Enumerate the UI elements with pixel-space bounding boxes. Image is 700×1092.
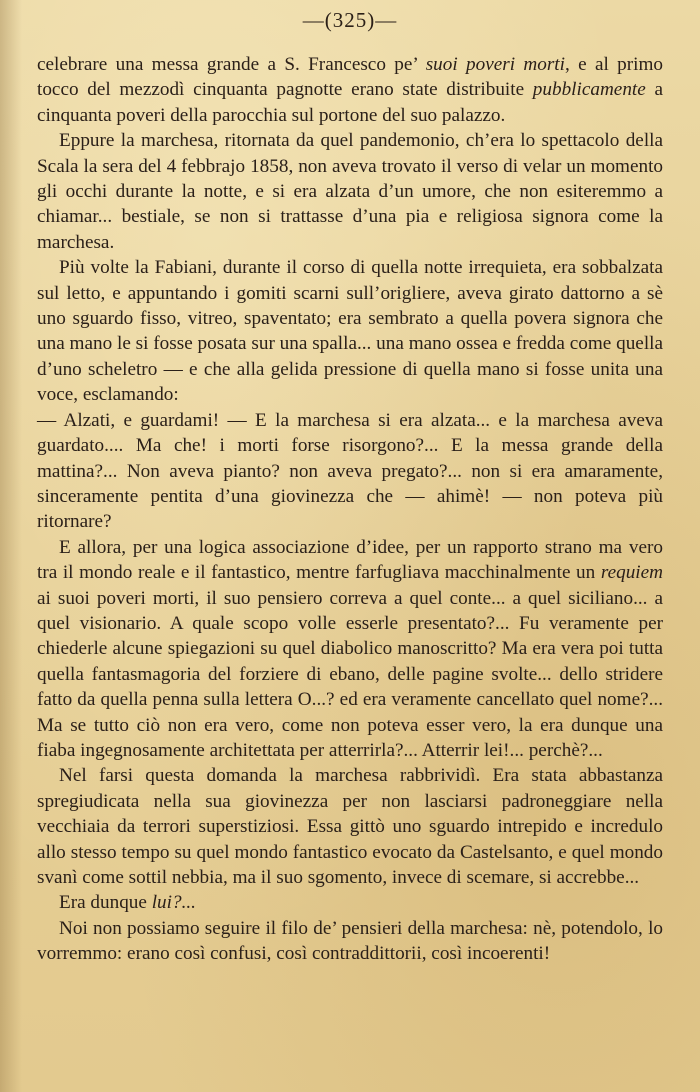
italic-text: requiem xyxy=(600,562,663,584)
text-run: ai suoi poveri morti, il suo pensiero correva a quel conte... a quel siciliano... a quel visionario. A quale scopo volle esserle presentato?... Fu veramente per chiederle alcune spiegazioni su quel diabolico manoscritto? Ma era vera poi tutta quella fantasmagoria del forziere di ebano, delle pagine svolte... dello stridere fatto da quella penna sulla lettera O...? ed era veramente cancellato quel nome?... Ma se tutto ciò non era vero, come non poteva esser vero, la era dunque una fiaba ingegnosamente architettata per atterrirla?... Atterrir lei!... perchè?... xyxy=(37,587,663,761)
paragraph xyxy=(37,535,663,764)
italic-text: lui?... xyxy=(151,892,196,914)
text-run: — Alzati, e guardami! — E la marchesa si era alzata... e la marchesa aveva guardato.... Ma che! i morti forse risorgono?... E la messa grande della mattina?... Non aveva pianto? non aveva pregato?... non si era amaramente, sinceramente pentita d’una giovinezza che — ahimè! — non poteva più ritornare? xyxy=(37,409,663,533)
text-run: Nel farsi questa domanda la marchesa rabbrividì. Era stata abbastanza spregiudicata nella sua giovinezza per non lasciarsi padroneggiare nella vecchiaia da terrori superstiziosi. Essa gittò uno sguardo intrepido e incredulo allo stesso tempo su quel mondo fantastico evocato da Castelsanto, e quel mondo svanì come sottil nebbia, ma il suo sgomento, invece di scemare, si accrebbe... xyxy=(37,765,663,888)
text-run: E allora, per una logica associazione d’idee, per un rapporto strano ma vero tra il mondo reale e il fantastico, mentre farfugliava macchinalmente un xyxy=(37,536,663,584)
paragraph xyxy=(37,890,663,915)
text-run: Noi non possiamo seguire il filo de’ pensieri della marchesa: nè, potendolo, lo vorremmo: erano così confusi, così contraddittorii, così incoerenti! xyxy=(37,917,663,965)
text-run: celebrare una messa grande a S. Francesco pe’ xyxy=(37,54,426,75)
text-run: a cinquanta poveri della parocchia sul portone del suo palazzo. xyxy=(37,79,663,126)
paragraph xyxy=(37,255,663,407)
page-text xyxy=(37,52,663,967)
paragraph xyxy=(37,52,663,128)
italic-text: pubblicamente xyxy=(532,79,646,101)
page-number: —(325)— xyxy=(302,8,398,32)
text-run: Era dunque xyxy=(59,892,152,914)
text-run: Più volte la Fabiani, durante il corso di quella notte irrequieta, era sobbalzata sul letto, e appuntando i gomiti scarni sull’origliere, aveva girato dattorno a sè uno sguardo fisso, vitreo, spaventato; era sembrato a quella povera signora che una mano le si fosse posata sur una spalla... una mano ossea e fredda come quella d’uno scheletro — e che alla gelida pressione di quella mano si fosse unita una voce, esclamando: xyxy=(37,257,663,406)
italic-text: suoi poveri morti xyxy=(425,54,565,75)
paragraph xyxy=(37,916,663,967)
paragraph xyxy=(37,128,663,255)
paragraph xyxy=(37,763,663,890)
text-run: , e al primo tocco del mezzodì cinquanta pagnotte erano state distribuite xyxy=(37,54,663,101)
text-run: Eppure la marchesa, ritornata da quel pandemonio, ch’era lo spettacolo della Scala la sera del 4 febbrajo 1858, non aveva trovato il verso di velar un momento gli occhi durante la notte, e si era alzata d’un umore, che non esiteremmo a chiamar... bestiale, se non si trattasse d’una pia e religiosa signora come la marchesa. xyxy=(37,130,663,253)
paragraph xyxy=(37,408,663,535)
